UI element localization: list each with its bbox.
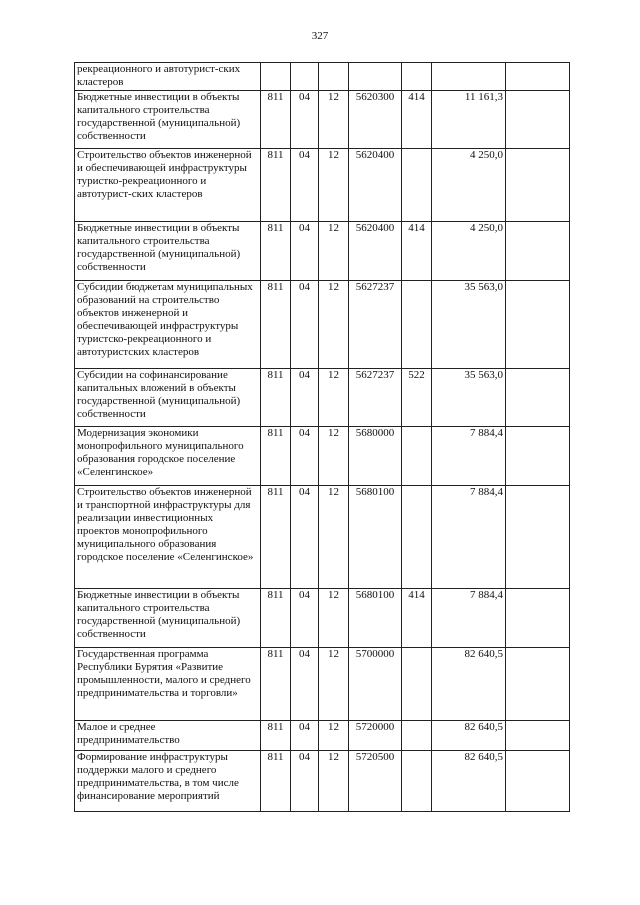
amount: 4 250,0 xyxy=(432,149,506,222)
empty-cell xyxy=(506,91,570,149)
amount: 82 640,5 xyxy=(432,751,506,812)
ministry-code: 811 xyxy=(261,281,291,369)
expense-type-code xyxy=(402,751,432,812)
empty-cell xyxy=(506,369,570,427)
subsection-code: 12 xyxy=(319,486,349,589)
amount xyxy=(432,63,506,91)
section-code: 04 xyxy=(291,222,319,281)
expense-type-code: 414 xyxy=(402,589,432,648)
ministry-code xyxy=(261,63,291,91)
expense-type-code xyxy=(402,63,432,91)
ministry-code: 811 xyxy=(261,149,291,222)
subsection-code: 12 xyxy=(319,721,349,751)
target-code: 5620400 xyxy=(349,222,402,281)
subsection-code: 12 xyxy=(319,751,349,812)
empty-cell xyxy=(506,281,570,369)
row-name: Бюджетные инвестиции в объекты капитального строительства государственной (муниципальной) собственности xyxy=(75,91,261,149)
expense-type-code: 414 xyxy=(402,91,432,149)
target-code: 5627237 xyxy=(349,281,402,369)
table-row xyxy=(75,63,570,91)
empty-cell xyxy=(506,721,570,751)
section-code: 04 xyxy=(291,648,319,721)
row-name: Малое и среднее предпринимательство xyxy=(75,721,261,751)
row-name: Модернизация экономики монопрофильного муниципального образования городское поселение «Селенгинское» xyxy=(75,427,261,486)
empty-cell xyxy=(506,648,570,721)
target-code: 5700000 xyxy=(349,648,402,721)
expense-type-code xyxy=(402,721,432,751)
subsection-code: 12 xyxy=(319,91,349,149)
table-row xyxy=(75,721,570,751)
page-number: 327 xyxy=(311,30,329,42)
subsection-code: 12 xyxy=(319,369,349,427)
ministry-code: 811 xyxy=(261,751,291,812)
empty-cell xyxy=(506,149,570,222)
empty-cell xyxy=(506,486,570,589)
table-row xyxy=(75,281,570,369)
table-row xyxy=(75,91,570,149)
subsection-code: 12 xyxy=(319,589,349,648)
target-code: 5680100 xyxy=(349,589,402,648)
amount: 35 563,0 xyxy=(432,281,506,369)
subsection-code: 12 xyxy=(319,222,349,281)
amount: 82 640,5 xyxy=(432,648,506,721)
ministry-code: 811 xyxy=(261,589,291,648)
target-code: 5680100 xyxy=(349,486,402,589)
section-code: 04 xyxy=(291,369,319,427)
expense-type-code: 522 xyxy=(402,369,432,427)
ministry-code: 811 xyxy=(261,91,291,149)
table-row xyxy=(75,369,570,427)
row-name: Бюджетные инвестиции в объекты капитального строительства государственной (муниципальной) собственности xyxy=(75,589,261,648)
section-code: 04 xyxy=(291,751,319,812)
row-name: Субсидии на софинансирование капитальных вложений в объекты государственной (муниципальной) собственности xyxy=(75,369,261,427)
table-row xyxy=(75,149,570,222)
section-code: 04 xyxy=(291,721,319,751)
target-code: 5720000 xyxy=(349,721,402,751)
amount: 7 884,4 xyxy=(432,486,506,589)
section-code xyxy=(291,63,319,91)
empty-cell xyxy=(506,427,570,486)
target-code: 5620400 xyxy=(349,149,402,222)
expense-type-code xyxy=(402,281,432,369)
table-row xyxy=(75,222,570,281)
section-code: 04 xyxy=(291,91,319,149)
row-name: Бюджетные инвестиции в объекты капитального строительства государственной (муниципальной) собственности xyxy=(75,222,261,281)
section-code: 04 xyxy=(291,281,319,369)
amount: 7 884,4 xyxy=(432,589,506,648)
budget-table xyxy=(74,62,570,812)
ministry-code: 811 xyxy=(261,721,291,751)
amount: 4 250,0 xyxy=(432,222,506,281)
target-code: 5680000 xyxy=(349,427,402,486)
table-row xyxy=(75,648,570,721)
amount: 35 563,0 xyxy=(432,369,506,427)
ministry-code: 811 xyxy=(261,648,291,721)
empty-cell xyxy=(506,222,570,281)
expense-type-code xyxy=(402,427,432,486)
expense-type-code xyxy=(402,648,432,721)
expense-type-code xyxy=(402,486,432,589)
section-code: 04 xyxy=(291,149,319,222)
row-name: Государственная программа Республики Бурятия «Развитие промышленности, малого и среднего предпринимательства и торговли» xyxy=(75,648,261,721)
empty-cell xyxy=(506,751,570,812)
table-row xyxy=(75,427,570,486)
row-name: Формирование инфраструктуры поддержки малого и среднего предпринимательства, в том числе финансирование мероприятий xyxy=(75,751,261,812)
row-name: Субсидии бюджетам муниципальных образований на строительство объектов инженерной и обеспечивающей инфраструктуры туристско-рекреационного и автотуристских кластеров xyxy=(75,281,261,369)
section-code: 04 xyxy=(291,486,319,589)
row-name: рекреационного и автотурист-ских кластеров xyxy=(75,63,261,91)
amount: 7 884,4 xyxy=(432,427,506,486)
target-code: 5720500 xyxy=(349,751,402,812)
row-name: Строительство объектов инженерной и обеспечивающей инфраструктуры туристко-рекреационного и автотурист-ских кластеров xyxy=(75,149,261,222)
ministry-code: 811 xyxy=(261,222,291,281)
target-code: 5627237 xyxy=(349,369,402,427)
subsection-code: 12 xyxy=(319,281,349,369)
amount: 11 161,3 xyxy=(432,91,506,149)
ministry-code: 811 xyxy=(261,427,291,486)
subsection-code: 12 xyxy=(319,648,349,721)
empty-cell xyxy=(506,63,570,91)
empty-cell xyxy=(506,589,570,648)
subsection-code: 12 xyxy=(319,427,349,486)
subsection-code xyxy=(319,63,349,91)
subsection-code: 12 xyxy=(319,149,349,222)
table-row xyxy=(75,589,570,648)
target-code xyxy=(349,63,402,91)
row-name: Строительство объектов инженерной и транспортной инфраструктуры для реализации инвестиционных проектов монопрофильного муниципального образования городское поселение «Селенгинское» xyxy=(75,486,261,589)
section-code: 04 xyxy=(291,589,319,648)
table-row xyxy=(75,486,570,589)
ministry-code: 811 xyxy=(261,486,291,589)
expense-type-code xyxy=(402,149,432,222)
target-code: 5620300 xyxy=(349,91,402,149)
amount: 82 640,5 xyxy=(432,721,506,751)
ministry-code: 811 xyxy=(261,369,291,427)
table-row xyxy=(75,751,570,812)
expense-type-code: 414 xyxy=(402,222,432,281)
section-code: 04 xyxy=(291,427,319,486)
